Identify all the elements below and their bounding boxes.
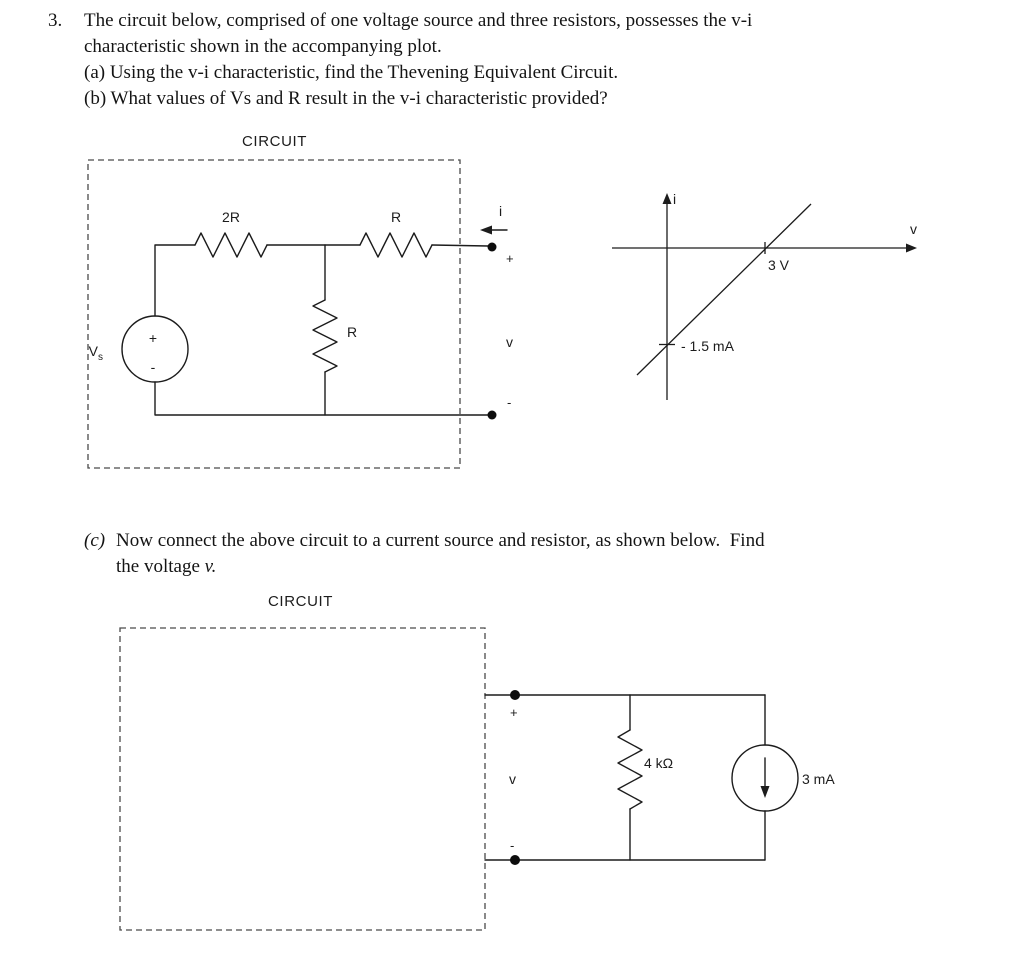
vi-characteristic-plot [612,191,917,400]
terminal-minus-label-c: - [510,838,515,853]
problem-number: 3. [48,10,63,31]
part-c-line-1: Now connect the above circuit to a current source and resistor, as shown below. Find [116,530,765,551]
terminal-plus-label-c: + [510,705,518,720]
resistor-4k-label: 4 kΩ [644,755,674,771]
resistor-r-top-symbol [360,233,432,257]
current-source-arrow-head [761,786,770,798]
circuit2-title: CIRCUIT [268,593,334,610]
voltage-source-label [89,343,103,363]
resistor-2r-symbol [195,233,267,257]
voltage-source-label-main: V [88,343,98,359]
y-intercept-label: - 1.5 mA [681,338,734,354]
intro-line-1: The circuit below, comprised of one voltage source and three resistors, possesses the v-i [84,10,753,31]
wire-source-to-resistor-2r [155,245,195,316]
terminal-dot-bottom [488,411,497,420]
resistor-r-shunt-label: R [347,324,358,340]
circuit1-diagram [88,133,514,468]
v-axis-arrowhead [906,244,917,253]
wire-r-to-terminal [432,245,488,246]
resistor-r-top-label: R [390,209,402,225]
terminal-plus-label: + [506,251,514,266]
circuit1-dashed-box [88,160,460,468]
terminal-dot-bottom-c [510,855,520,865]
current-arrow-head [480,226,492,235]
voltage-source-plus-sign: + [148,330,158,346]
x-intercept-label: 3 V [768,257,790,273]
voltage-source-label-subscript: s [98,352,103,363]
intro-line-2: characteristic shown in the accompanying plot. [84,36,442,57]
part-b-text: (b) What values of Vs and R result in the v-i characteristic provided? [84,88,608,109]
part-c-marker: (c) [84,530,106,551]
current-source-label: 3 mA [802,771,835,787]
terminal-minus-label: - [507,395,512,410]
wire-bottom-return [155,382,488,415]
resistor-r-shunt-symbol [313,300,337,372]
terminal-voltage-label: v [506,334,513,350]
circuit2-dashed-box [120,628,485,930]
part-c-line-2-variable: v. [204,556,217,577]
current-arrow-label: i [499,203,503,219]
i-axis-arrowhead [663,193,672,204]
terminal-voltage-label-c: v [509,771,516,787]
part-c-line-2-prefix: the voltage [116,556,205,577]
voltage-source-minus-sign: - [150,359,156,375]
circuit1-title: CIRCUIT [242,133,308,150]
v-axis-label: v [910,221,917,237]
part-a-text: (a) Using the v-i characteristic, find the Thevening Equivalent Circuit. [84,62,619,83]
terminal-dot-top-c [510,690,520,700]
terminal-dot-top [488,243,497,252]
resistor-2r-label: 2R [222,209,240,225]
i-axis-label: i [673,191,677,207]
resistor-4k-symbol [618,730,642,809]
circuit2-diagram [120,593,835,930]
